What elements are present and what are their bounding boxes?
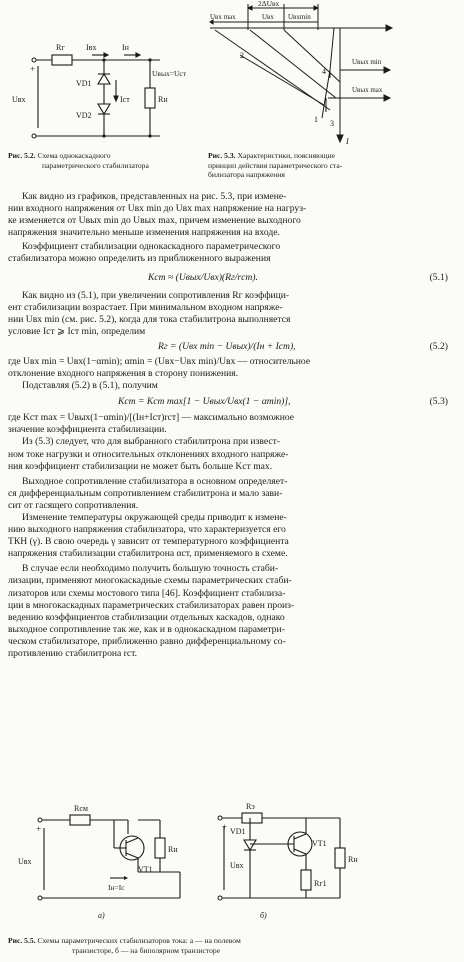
paragraph: Коэффициент стабилизации однокаскадного параметрического стабилизатора можно определить из приближенного выражения [8, 241, 281, 265]
caption-number: Рис. 5.5. [8, 936, 36, 945]
caption-text: принцип действия параметрического ста- [208, 160, 343, 170]
plus-label: + [30, 64, 36, 74]
paragraph: Как видно из графиков, представленных на рис. 5.3, при измене- нии входного напряжения от Uвх min до Uвх max напряжение на нагруз- ке изменяется от Uвых min до Uвых max, причем изменение выходного напряжения значительно меньше изменения напряжения на входе. [8, 191, 307, 239]
equation-number: (5.3) [429, 396, 448, 408]
equation-5-1 [8, 268, 456, 288]
figure-5-5b-circuit [220, 800, 450, 930]
resistor-rn [335, 848, 345, 868]
resistor-rg [52, 55, 72, 65]
figure-5-3-chart [210, 0, 460, 150]
label-rn: Rн [348, 855, 358, 864]
caption-text: транзисторе, б — на биполярном транзисторе [72, 945, 221, 955]
label-2delta: 2ΔUвх [258, 0, 280, 8]
label-uvx: Uвх [230, 861, 244, 870]
paragraph: где Kст max = Uвых(1−αmin)/[(Iн+Iст)rст] — максимально возможное значение коэффициента стабилизации. [8, 412, 295, 436]
zener-vd1 [98, 74, 110, 84]
caption-text: билизатора напряжения [208, 170, 285, 180]
paragraph: Как видно из (5.1), при увеличении сопротивления Rг коэффици- ент стабилизации возрастает. При минимальном входном напряже- нии Uвх min (см. рис. 5.2), когда для тока стабилитрона выполняется условие Iст ⩾ Iст min, определим [8, 289, 291, 337]
plus-label: + [36, 824, 42, 834]
label-vt1: VT1 [138, 865, 153, 874]
subfigure-label: а) [98, 911, 105, 920]
figure-5-5-caption [8, 936, 458, 955]
label-vd1: VD1 [76, 79, 92, 88]
plus-label: + [222, 822, 228, 832]
caption-number: Рис. 5.2. [8, 151, 36, 160]
label-ist: Iст [120, 95, 130, 104]
equation-5-2 [8, 338, 456, 356]
axis-label-i: I [346, 137, 349, 146]
label-vt1: VT1 [312, 839, 327, 848]
label-uvyxmax: Uвых max [352, 86, 383, 94]
label-vd1: VD1 [230, 827, 246, 836]
paragraph: Изменение температуры окружающей среды приводит к измене- нию выходного напряжения стабилизатора, что характеризуется его ТКН (γ). В свою очередь γ зависит от температурного коэффициента напряжения стабилизации стабилитрона αст, применяемого в схеме. [8, 511, 289, 560]
curve-label-1: 1 [314, 115, 318, 124]
resistor-rn [145, 88, 155, 108]
label-uvyx: Uвых=Uст [152, 69, 186, 78]
figure-5-2-circuit [0, 0, 200, 130]
zener-vd1 [244, 840, 256, 850]
equation: Kст ≈ (Uвых/Uвх)(Rг/rст). [148, 271, 258, 283]
body-text [8, 191, 456, 660]
figure-5-5a-circuit [10, 800, 210, 930]
label-uvyxmin: Uвых min [352, 58, 382, 66]
equation: Rг = (Uвх min − Uвых)/(Iн + Iст), [158, 340, 296, 352]
paragraph: Подставляя (5.2) в (5.1), получим [22, 380, 158, 392]
caption-text: Схемы параметрических стабилизаторов тока: а — на полевом [37, 936, 241, 945]
paragraph: Выходное сопротивление стабилизатора в основном определяет- ся дифференциальным сопротивлением стабилитрона и мало зави- сит от гасящего сопротивления. [8, 475, 288, 511]
paragraph: где Uвх min = Uвх(1−αmin); αmin = (Uвх−Uвх min)/Uвх — относительное отклонение входного напряжения в сторону понижения. [8, 355, 311, 380]
label-rg: Rг [56, 43, 65, 52]
curve-label-4: 4 [322, 67, 326, 76]
caption-text: Характеристики, поясняющие [237, 151, 336, 160]
subfigure-label: б) [260, 911, 267, 920]
curve-label-3: 3 [330, 119, 334, 128]
label-in: Iн [122, 43, 129, 52]
equation-number: (5.2) [429, 340, 448, 352]
resistor-rb [242, 813, 262, 823]
equation-number: (5.1) [429, 271, 448, 283]
label-vd2: VD2 [76, 111, 92, 120]
label-rb: Rэ [246, 802, 255, 811]
resistor-rcm [70, 815, 90, 825]
resistor-rr1 [301, 870, 311, 890]
label-ivx: Iвх [86, 43, 97, 52]
label-rcm: Rсм [74, 804, 88, 813]
figure-5-3-caption [208, 151, 458, 180]
paragraph: В случае если необходимо получить большую точность стаби- лизации, применяют многокаскадные схемы параметрических стаби- лизаторов или схемы мостового типа [46]. Коэффициент стабилиза- ции в многокаскадных параметрических стабилизаторах равен произ- ведению коэффициентов стабилизации отдельных каскадов, однако выходное сопротивление так же, как и в однокаскадном параметри- ческом стабилизаторе, приближенно равно дифференциальному со- противлению стабилитрона rст. [8, 563, 295, 659]
label-uvx: Uвх [18, 857, 32, 866]
label-uvx: Uвх [262, 13, 274, 21]
label-in-ic: Iн=Iс [108, 883, 125, 892]
resistor-rn [155, 838, 165, 858]
label-uvxmin: Uвхmin [288, 13, 311, 21]
caption-number: Рис. 5.3. [208, 151, 236, 160]
caption-text: параметрического стабилизатора [42, 160, 149, 170]
caption-text: Схема однокаскадного [37, 151, 111, 160]
equation: Kст = Kст max[1 − Uвых/Uвх(1 − αmin)], [118, 396, 291, 408]
label-rr1: Rг1 [314, 879, 327, 888]
figure-5-2-caption [8, 151, 198, 170]
label-uvxmax: Uвх max [210, 13, 236, 21]
curve-label-2: 2 [240, 51, 244, 60]
label-rn: Rн [158, 95, 168, 104]
label-rn: Rн [168, 845, 178, 854]
label-uvx: Uвх [12, 95, 26, 104]
equation-5-3 [8, 392, 456, 412]
zener-vd2 [98, 104, 110, 114]
paragraph: Из (5.3) следует, что для выбранного стабилитрона при извест- ном токе нагрузки и относительных отклонениях входного напряже- ния коэффициент стабилизации не может быть больше Kст max. [8, 436, 289, 472]
